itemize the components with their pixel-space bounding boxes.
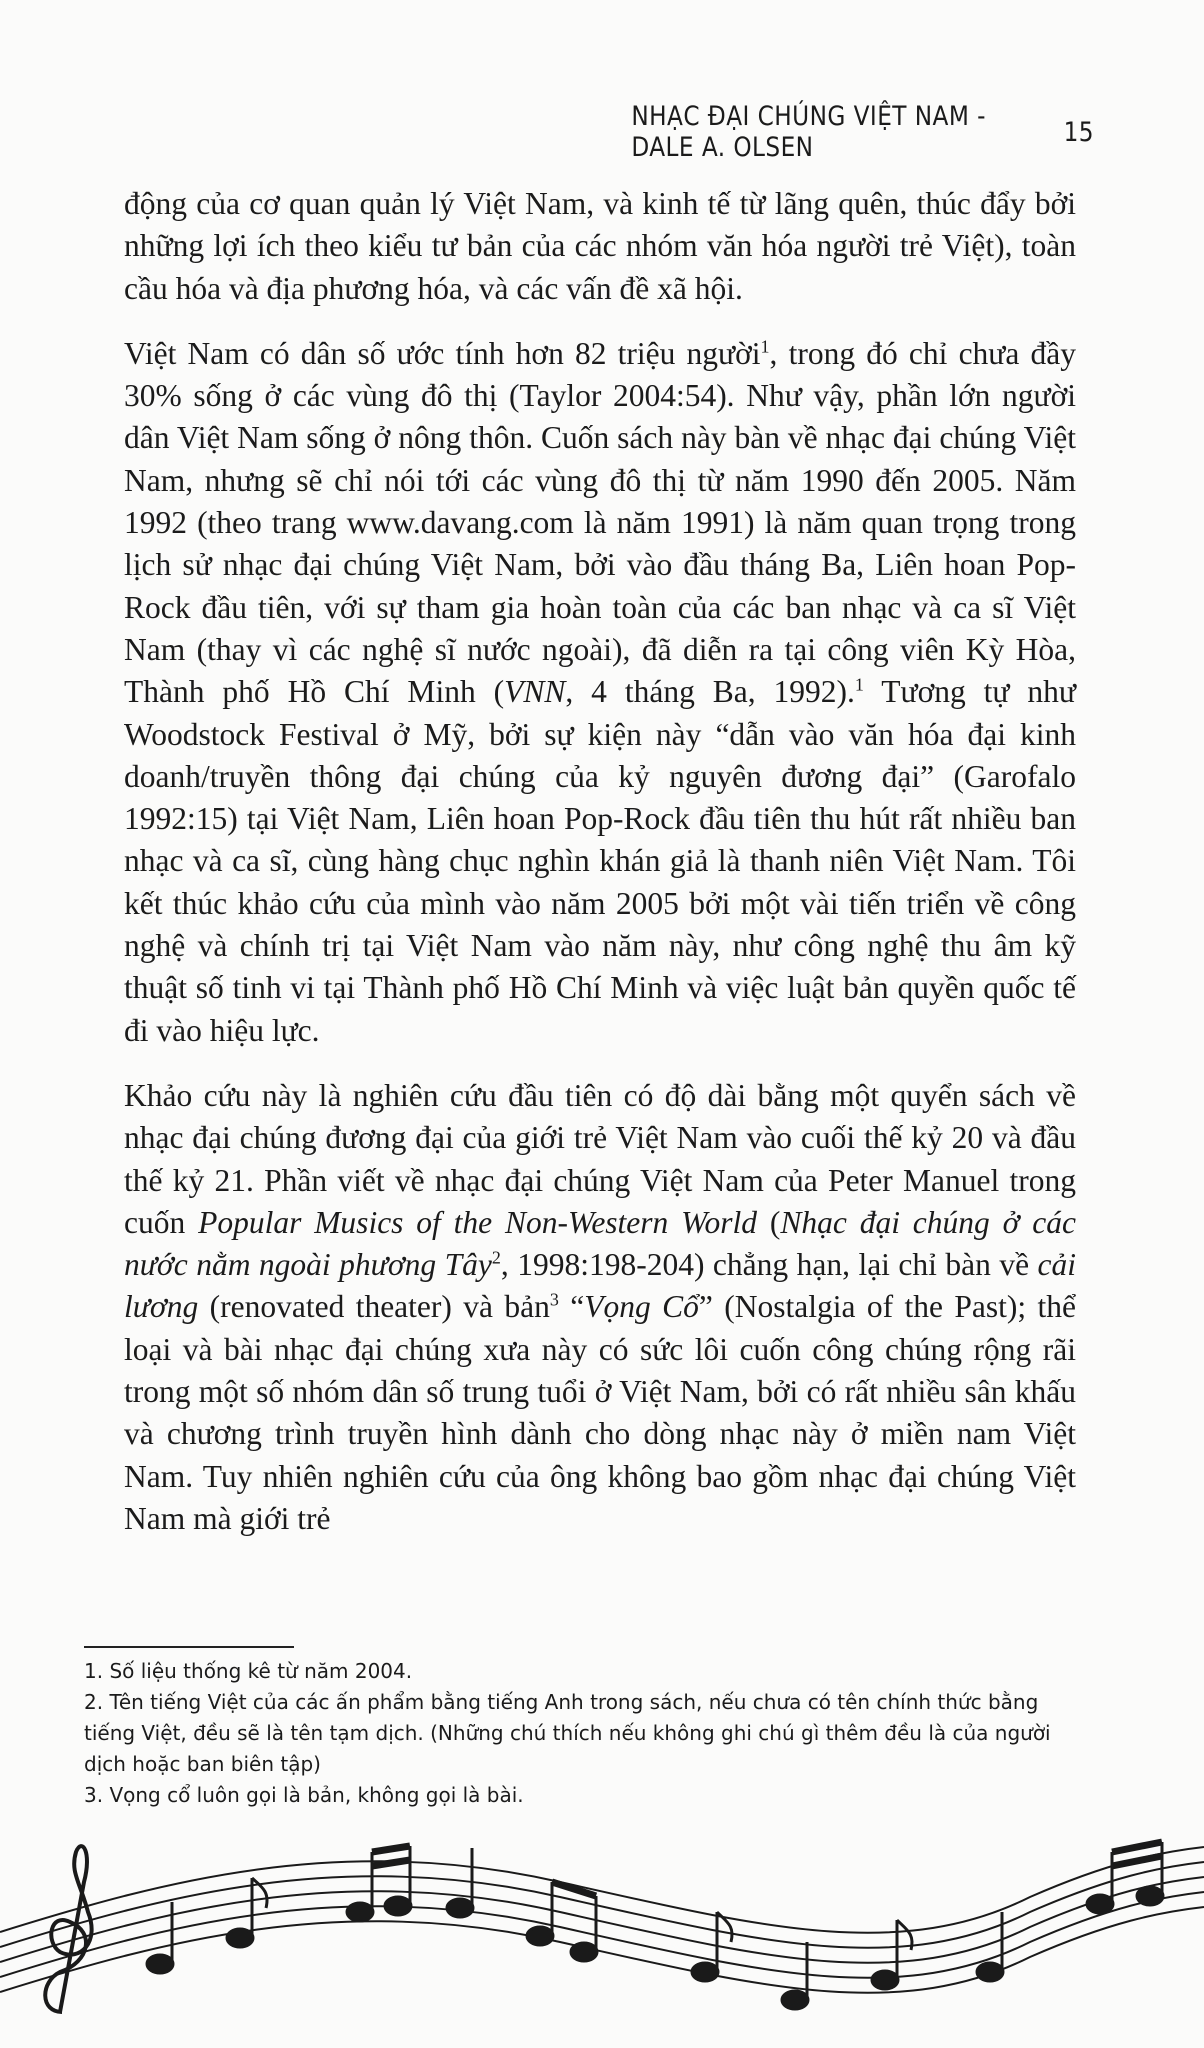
p3-text-b: (: [757, 1204, 781, 1240]
p3-italic-cai-luong: cải lương: [124, 1247, 1077, 1325]
p3-text-f: ” (Nostalgia of the Past); thể loại và bài nhạc đại chúng xưa này có sức lôi cuốn công chúng rộng rãi trong một số nhóm dân số trung tuổi ở Việt Nam, bởi có rất nhiều sân khấu và chương trình truyền hình dành cho dòng nhạc này ở miền nam Việt Nam. Tuy nhiên nghiên cứu của ông không bao gồm nhạc đại chúng Việt Nam mà giới trẻ: [124, 1289, 1076, 1536]
footnote-divider: [84, 1646, 294, 1648]
header-title: NHẠC ĐẠI CHÚNG VIỆT NAM - DALE A. OLSEN: [631, 101, 986, 163]
running-header: [631, 101, 1094, 163]
p2-text-d: Tương tự như Woodstock Festival ở Mỹ, bởi sự kiện này “dẫn vào văn hóa đại kinh doanh/truyền thông đại chúng của kỷ nguyên đương đại” (Garofalo 1992:15) tại Việt Nam, Liên hoan Pop-Rock đầu tiên thu hút rất nhiều ban nhạc và ca sĩ, cùng hàng chục nghìn khán giả là thanh niên Việt Nam. Tôi kết thúc khảo cứu của mình vào năm 2005 bởi một vài tiến triển về công nghệ và chính trị tại Việt Nam vào năm này, như công nghệ thu âm kỹ thuật số tinh vi tại Thành phố Hồ Chí Minh và việc luật bản quyền quốc tế đi vào hiệu lực.: [124, 674, 1076, 1048]
body-text: [124, 183, 1076, 1540]
footnote-ref-3: 3: [549, 1289, 559, 1310]
music-staff-icon: [0, 1812, 1204, 2048]
paragraph-3: [124, 1075, 1076, 1540]
footnote-2: 2. Tên tiếng Việt của các ấn phẩm bằng tiếng Anh trong sách, nếu chưa có tên chính thức bằng tiếng Việt, đều sẽ là tên tạm dịch. (Những chú thích nếu không ghi chú gì thêm đều là của người dịch hoặc ban biên tập): [84, 1690, 1051, 1776]
p3-italic-book-title: Popular Musics of the Non-Western World: [198, 1204, 758, 1240]
p2-italic-vnn: VNN: [504, 674, 566, 710]
paragraph-2: [124, 333, 1076, 1052]
footnotes: [84, 1656, 1084, 1811]
p2-text-c: , 4 tháng Ba, 1992).: [565, 674, 855, 710]
p3-text-d: (renovated theater) và bản: [198, 1289, 550, 1325]
footnote-ref-2: 2: [491, 1247, 501, 1268]
p3-italic-vn-title: Nhạc đại chúng ở các nước nằm ngoài phương Tây: [124, 1204, 1077, 1283]
p3-italic-vong-co: Vọng Cổ: [584, 1289, 699, 1325]
footnote-ref-1: 1: [760, 336, 770, 357]
paragraph-1: động của cơ quan quản lý Việt Nam, và kinh tế từ lãng quên, thúc đẩy bởi những lợi ích theo kiểu tư bản của các nhóm văn hóa người trẻ Việt), toàn cầu hóa và địa phương hóa, và các vấn đề xã hội.: [124, 186, 1076, 306]
p2-text-a: Việt Nam có dân số ước tính hơn 82 triệu người: [124, 335, 761, 371]
p3-text-a: Khảo cứu này là nghiên cứu đầu tiên có độ dài bằng một quyển sách về nhạc đại chúng đương đại của giới trẻ Việt Nam vào cuối thế kỷ 20 và đầu thế kỷ 21. Phần viết về nhạc đại chúng Việt Nam của Peter Manuel trong cuốn: [124, 1077, 1076, 1240]
p3-text-e: “: [558, 1289, 585, 1325]
page-number: 15: [1063, 116, 1094, 148]
footnote-3: 3. Vọng cổ luôn gọi là bản, không gọi là bài.: [84, 1783, 524, 1807]
footnote-ref-1b: 1: [854, 674, 864, 695]
p2-text-b: , trong đó chỉ chưa đầy 30% sống ở các vùng đô thị (Taylor 2004:54). Như vậy, phần lớn người dân Việt Nam sống ở nông thôn. Cuốn sách này bàn về nhạc đại chúng Việt Nam, nhưng sẽ chỉ nói tới các vùng đô thị từ năm 1990 đến 2005. Năm 1992 (theo trang www.davang.com là năm 1991) là năm quan trọng trong lịch sử nhạc đại chúng Việt Nam, bởi vào đầu tháng Ba, Liên hoan Pop-Rock đầu tiên, với sự tham gia hoàn toàn của các ban nhạc và ca sĩ Việt Nam (thay vì các nghệ sĩ nước ngoài), đã diễn ra tại công viên Kỳ Hòa, Thành phố Hồ Chí Minh (: [124, 335, 1076, 710]
p3-text-c: , 1998:198-204) chẳng hạn, lại chỉ bàn về: [500, 1247, 1038, 1283]
footnote-1: 1. Số liệu thống kê từ năm 2004.: [84, 1659, 413, 1683]
